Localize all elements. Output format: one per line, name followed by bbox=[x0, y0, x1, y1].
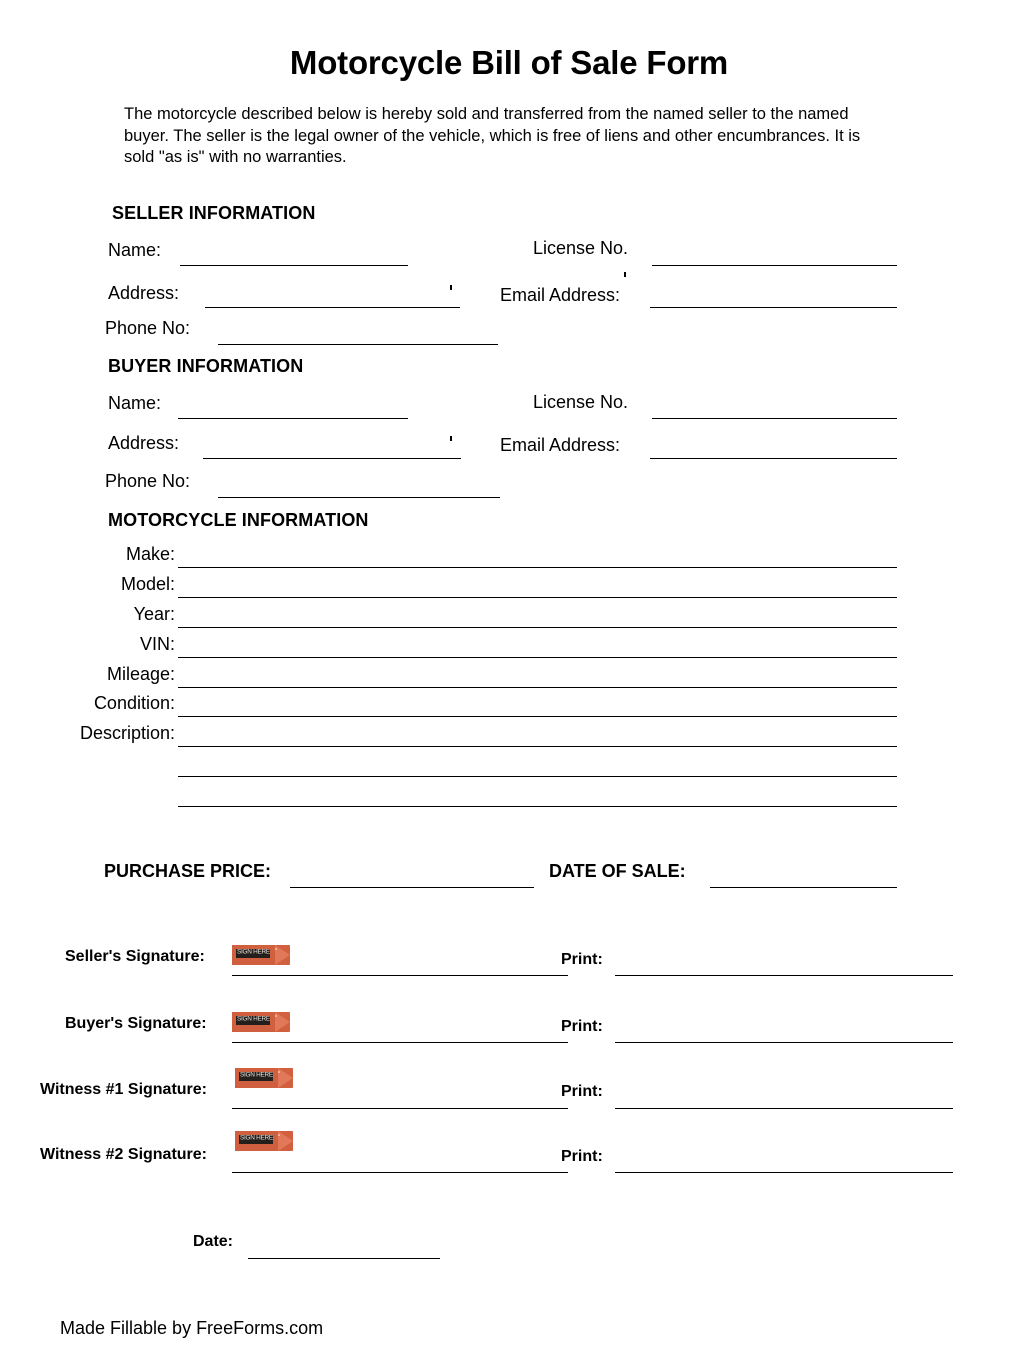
signature-date-label: Date: bbox=[193, 1233, 234, 1250]
date-of-sale-input[interactable] bbox=[710, 887, 897, 888]
motorcycle-mileage-input[interactable] bbox=[178, 687, 897, 688]
motorcycle-condition-input[interactable] bbox=[178, 716, 897, 717]
sign-here-tag-point bbox=[278, 1131, 293, 1151]
witness2-print-input[interactable] bbox=[615, 1172, 953, 1173]
intro-paragraph: The motorcycle described below is hereby sold and transferred from the named seller to the named buyer. The seller is the legal owner of the vehicle, which is free of liens and other encumbrances. It is sold "as is" with no warranties. bbox=[124, 105, 861, 166]
motorcycle-year-input[interactable] bbox=[178, 627, 897, 628]
seller-print-label: Print: bbox=[561, 951, 603, 968]
scan-artifact-tick bbox=[450, 436, 452, 441]
witness2-print-label: Print: bbox=[561, 1148, 603, 1165]
purchase-price-input[interactable] bbox=[290, 887, 534, 888]
sign-here-tag-highlight bbox=[275, 1015, 277, 1017]
sign-here-tag-text-box bbox=[239, 1135, 273, 1144]
motorcycle-description-input-line3[interactable] bbox=[178, 806, 897, 807]
buyer-address-input[interactable] bbox=[203, 458, 461, 459]
buyer-signature-input[interactable] bbox=[232, 1042, 568, 1043]
section-heading-seller: SELLER INFORMATION bbox=[112, 203, 316, 223]
sign-here-tag-text: SIGN HERE bbox=[237, 949, 270, 956]
footer-credit: Made Fillable by FreeForms.com bbox=[60, 1318, 324, 1338]
witness1-print-label: Print: bbox=[561, 1083, 603, 1100]
sign-here-icon[interactable] bbox=[232, 1012, 290, 1032]
witness1-signature-input[interactable] bbox=[232, 1108, 568, 1109]
buyer-print-label: Print: bbox=[561, 1018, 603, 1035]
signature-date-input[interactable] bbox=[248, 1258, 440, 1259]
buyer-name-input[interactable] bbox=[178, 418, 408, 419]
witness1-signature-label: Witness #1 Signature: bbox=[40, 1081, 208, 1098]
buyer-address-label: Address: bbox=[108, 433, 180, 453]
sign-here-tag-text-box bbox=[239, 1072, 273, 1081]
buyer-license-label: License No. bbox=[533, 392, 629, 412]
buyer-email-input[interactable] bbox=[650, 458, 897, 459]
seller-signature-label: Seller's Signature: bbox=[65, 948, 205, 965]
motorcycle-year-label: Year: bbox=[133, 604, 175, 624]
motorcycle-vin-label: VIN: bbox=[139, 634, 175, 654]
seller-email-label: Email Address: bbox=[500, 285, 621, 305]
motorcycle-model-input[interactable] bbox=[178, 597, 897, 598]
buyer-signature-label: Buyer's Signature: bbox=[65, 1015, 207, 1032]
sign-here-icon[interactable] bbox=[235, 1068, 293, 1088]
sign-here-tag-highlight bbox=[278, 1134, 280, 1136]
seller-phone-label: Phone No: bbox=[105, 318, 191, 338]
sign-here-tag-highlight bbox=[275, 948, 277, 950]
sign-here-tag-highlight bbox=[278, 1071, 280, 1073]
seller-license-label: License No. bbox=[533, 238, 629, 258]
motorcycle-vin-input[interactable] bbox=[178, 657, 897, 658]
seller-print-input[interactable] bbox=[615, 975, 953, 976]
motorcycle-description-label: Description: bbox=[79, 723, 175, 743]
seller-signature-input[interactable] bbox=[232, 975, 568, 976]
seller-address-label: Address: bbox=[108, 283, 180, 303]
witness1-print-input[interactable] bbox=[615, 1108, 953, 1109]
motorcycle-model-label: Model: bbox=[120, 574, 175, 594]
page-title: Motorcycle Bill of Sale Form bbox=[289, 44, 729, 81]
purchase-price-label: PURCHASE PRICE: bbox=[104, 861, 272, 881]
buyer-print-input[interactable] bbox=[615, 1042, 953, 1043]
section-heading-motorcycle: MOTORCYCLE INFORMATION bbox=[108, 510, 369, 530]
sign-here-icon[interactable] bbox=[232, 945, 290, 965]
seller-email-input[interactable] bbox=[650, 307, 897, 308]
sign-here-tag-point bbox=[278, 1068, 293, 1088]
buyer-email-label: Email Address: bbox=[500, 435, 621, 455]
sign-here-tag-point bbox=[275, 945, 290, 965]
seller-address-input[interactable] bbox=[205, 307, 460, 308]
motorcycle-description-input-line2[interactable] bbox=[178, 776, 897, 777]
witness2-signature-input[interactable] bbox=[232, 1172, 568, 1173]
seller-name-label: Name: bbox=[108, 240, 162, 260]
motorcycle-description-input[interactable] bbox=[178, 746, 897, 747]
sign-here-tag-text: SIGN HERE bbox=[237, 1016, 270, 1023]
sign-here-tag-text-box bbox=[236, 1016, 270, 1025]
sign-here-tag-text: SIGN HERE bbox=[240, 1072, 273, 1079]
seller-name-input[interactable] bbox=[180, 265, 408, 266]
buyer-phone-label: Phone No: bbox=[105, 471, 191, 491]
scan-artifact-tick bbox=[450, 285, 452, 290]
buyer-name-label: Name: bbox=[108, 393, 162, 413]
sign-here-tag-text: SIGN HERE bbox=[240, 1135, 273, 1142]
date-of-sale-label: DATE OF SALE: bbox=[549, 861, 686, 881]
seller-license-input[interactable] bbox=[652, 265, 897, 266]
sign-here-tag-text-box bbox=[236, 949, 270, 958]
sign-here-icon[interactable] bbox=[235, 1131, 293, 1151]
motorcycle-make-label: Make: bbox=[125, 544, 175, 564]
motorcycle-mileage-label: Mileage: bbox=[106, 664, 175, 684]
buyer-phone-input[interactable] bbox=[218, 497, 500, 498]
witness2-signature-label: Witness #2 Signature: bbox=[40, 1146, 208, 1163]
scan-artifact-tick bbox=[624, 272, 626, 277]
seller-phone-input[interactable] bbox=[218, 344, 498, 345]
motorcycle-make-input[interactable] bbox=[178, 567, 897, 568]
sign-here-tag-point bbox=[275, 1012, 290, 1032]
motorcycle-condition-label: Condition: bbox=[93, 693, 175, 713]
buyer-license-input[interactable] bbox=[652, 418, 897, 419]
section-heading-buyer: BUYER INFORMATION bbox=[108, 356, 304, 376]
